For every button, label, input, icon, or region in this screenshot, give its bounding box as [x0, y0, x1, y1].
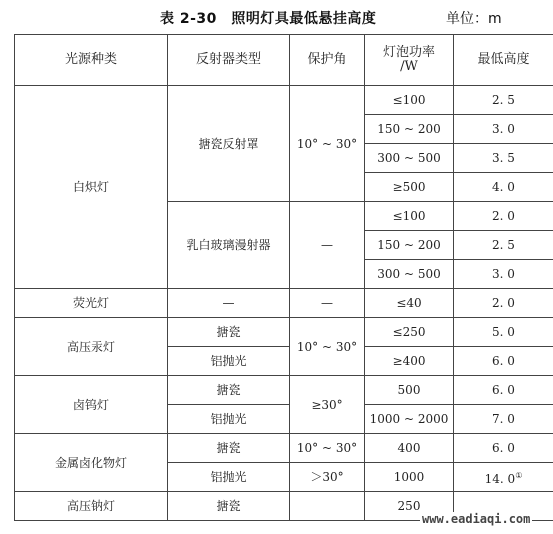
power-cell: 400 [365, 434, 454, 463]
source-incandescent: 白炽灯 [15, 86, 168, 289]
reflector-none: — [168, 289, 290, 318]
angle-cell: ≥30° [290, 376, 365, 434]
height-cell: 3. 0 [454, 260, 553, 289]
source-partial: 高压钠灯 [15, 492, 168, 521]
source-metal-halide: 金属卤化物灯 [15, 434, 168, 492]
height-cell [454, 463, 553, 492]
power-cell: 1000 [365, 463, 454, 492]
power-cell: 150 ~ 200 [365, 231, 454, 260]
reflector-polished-aluminum: 铝抛光 [168, 463, 290, 492]
source-fluorescent: 荧光灯 [15, 289, 168, 318]
power-cell: ≥400 [365, 347, 454, 376]
reflector-enamel-cover: 搪瓷反射罩 [168, 86, 290, 202]
header-min-height: 最低高度 [454, 35, 553, 86]
power-cell: ≤250 [365, 318, 454, 347]
height-cell: 4. 0 [454, 173, 553, 202]
table-row [15, 86, 553, 115]
reflector-enamel: 搪瓷 [168, 492, 290, 521]
power-cell: ≥500 [365, 173, 454, 202]
title-row [0, 0, 553, 34]
angle-cell: — [290, 202, 365, 289]
header-lamp-power-line1: 灯泡功率 [382, 45, 435, 60]
power-cell: 1000 ~ 2000 [365, 405, 454, 434]
height-cell: 2. 5 [454, 86, 553, 115]
header-source-type: 光源种类 [15, 35, 168, 86]
footnote-mark: ① [515, 470, 523, 480]
power-cell: ≤40 [365, 289, 454, 318]
lighting-height-table [14, 34, 553, 521]
power-cell: 300 ~ 500 [365, 144, 454, 173]
height-cell: 3. 0 [454, 115, 553, 144]
power-cell: 150 ~ 200 [365, 115, 454, 144]
watermark: www.eadiaqi.com [422, 512, 531, 526]
header-reflector-type: 反射器类型 [168, 35, 290, 86]
reflector-enamel: 搪瓷 [168, 376, 290, 405]
reflector-polished-aluminum: 铝抛光 [168, 405, 290, 434]
power-cell: ≤100 [365, 86, 454, 115]
power-cell: 300 ~ 500 [365, 260, 454, 289]
table-title: 表 2-30 照明灯具最低悬挂高度 [160, 11, 377, 27]
height-cell: 3. 5 [454, 144, 553, 173]
height-cell: 7. 0 [454, 405, 553, 434]
angle-cell: 10° ~ 30° [290, 434, 365, 463]
header-row [15, 35, 553, 86]
angle-cell [290, 492, 365, 521]
height-cell: 6. 0 [454, 376, 553, 405]
reflector-enamel: 搪瓷 [168, 434, 290, 463]
header-lamp-power-line2: /W [400, 59, 418, 74]
source-tungsten-halogen: 卤钨灯 [15, 376, 168, 434]
power-cell: ≤100 [365, 202, 454, 231]
table-row [15, 376, 553, 405]
height-cell: 5. 0 [454, 318, 553, 347]
angle-cell: — [290, 289, 365, 318]
power-cell: 250 [365, 492, 454, 521]
header-lamp-power [365, 35, 454, 86]
angle-cell: 10° ~ 30° [290, 86, 365, 202]
height-value: 14. 0 [484, 471, 516, 486]
reflector-polished-aluminum: 铝抛光 [168, 347, 290, 376]
reflector-milk-glass: 乳白玻璃漫射器 [168, 202, 290, 289]
height-cell: 2. 5 [454, 231, 553, 260]
table-row [15, 434, 553, 463]
angle-cell: 10° ~ 30° [290, 318, 365, 376]
height-cell: 6. 0 [454, 347, 553, 376]
source-mercury: 高压汞灯 [15, 318, 168, 376]
height-cell: 2. 0 [454, 202, 553, 231]
header-protection-angle: 保护角 [290, 35, 365, 86]
angle-cell: ＞30° [290, 463, 365, 492]
table-row [15, 289, 553, 318]
height-cell: 2. 0 [454, 289, 553, 318]
height-cell: 6. 0 [454, 434, 553, 463]
reflector-enamel: 搪瓷 [168, 318, 290, 347]
unit-label: 单位：m [446, 11, 502, 27]
table-row [15, 318, 553, 347]
power-cell: 500 [365, 376, 454, 405]
